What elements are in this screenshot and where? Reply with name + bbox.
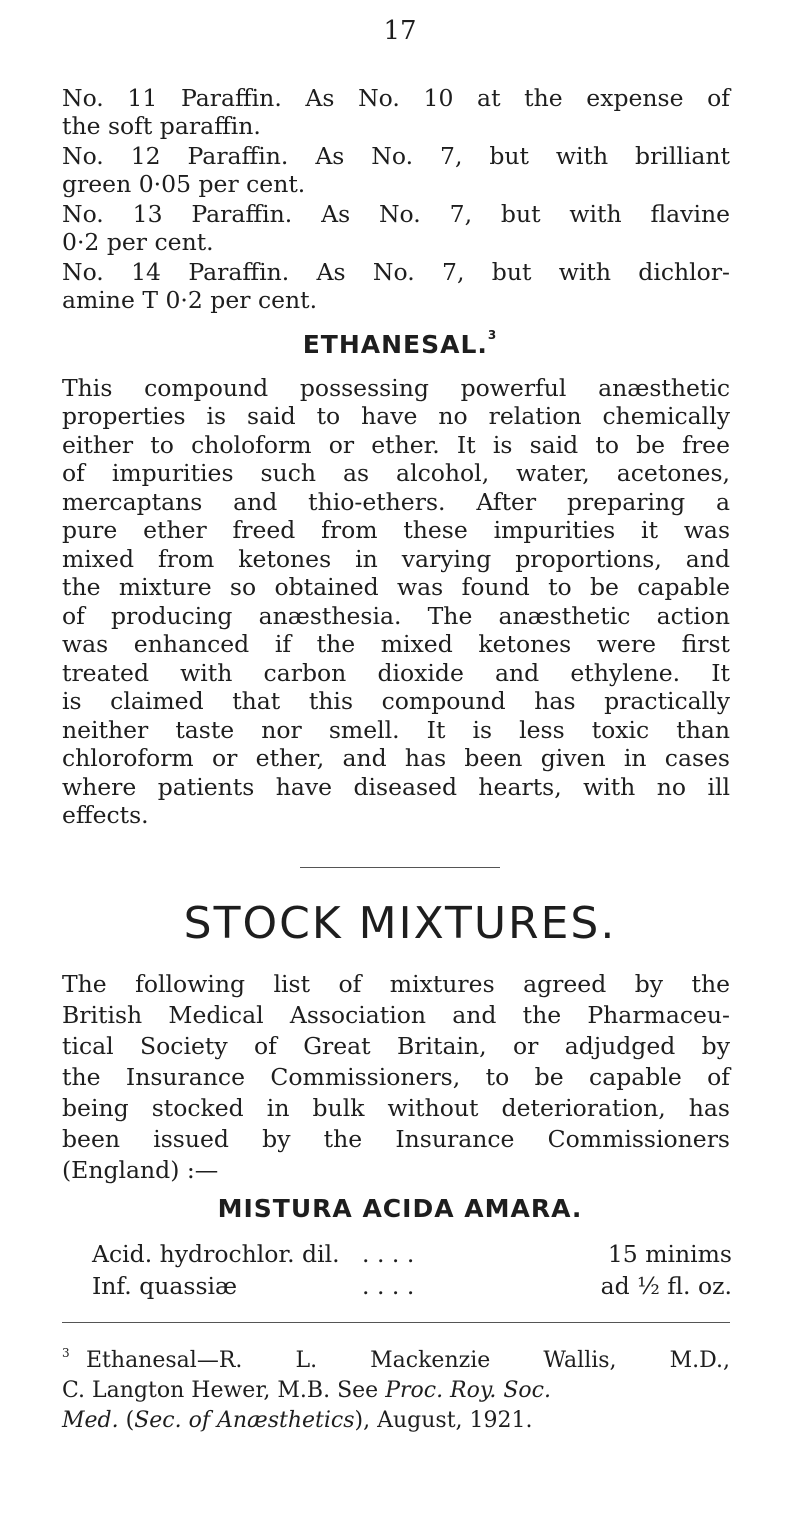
ethanesal-line: This compound possessing powerful anæsthetic — [62, 374, 730, 402]
recipe-ingredient: Acid. hydrochlor. dil. — [92, 1240, 340, 1268]
recipe-leader-dots: . . . . — [362, 1240, 415, 1268]
section-divider — [300, 867, 500, 868]
stock-line: (England) :— — [62, 1156, 219, 1184]
ethanesal-line: mixed from ketones in varying proportions, and — [62, 545, 730, 573]
ethanesal-line: neither taste nor smell. It is less toxic than — [62, 716, 730, 744]
footnote-paren-open: ( — [125, 1408, 135, 1433]
ethanesal-line: properties is said to have no relation chemically — [62, 402, 730, 430]
footnote-journal: Proc. Roy. Soc. — [385, 1378, 551, 1403]
stock-line: British Medical Association and the Pharmaceu- — [62, 1001, 730, 1029]
ethanesal-line: mercaptans and thio-ethers. After preparing a — [62, 488, 730, 516]
footnote-section: Sec. of Anæsthetics — [134, 1408, 355, 1433]
paraffin-12-line-2: green 0·05 per cent. — [62, 170, 306, 198]
ethanesal-line: is claimed that this compound has practically — [62, 687, 730, 715]
ethanesal-line: chloroform or ether, and has been given in cases — [62, 744, 730, 772]
stock-line: being stocked in bulk without deterioration, has — [62, 1094, 730, 1122]
footnote-line-2 — [62, 1378, 730, 1403]
page-number: 17 — [383, 16, 417, 46]
ethanesal-line: treated with carbon dioxide and ethylene. It — [62, 659, 730, 687]
footnote-date: ), August, 1921. — [354, 1408, 533, 1433]
ethanesal-heading-text: ETHANESAL. — [302, 330, 488, 359]
paraffin-12-line-1: No. 12 Paraffin. As No. 7, but with brilliant — [62, 142, 730, 170]
ethanesal-line: effects. — [62, 801, 149, 829]
ethanesal-line: of producing anæsthesia. The anæsthetic action — [62, 602, 730, 630]
stock-line: The following list of mixtures agreed by the — [62, 970, 730, 998]
stock-line: tical Society of Great Britain, or adjudged by — [62, 1032, 730, 1060]
footnote-divider — [62, 1322, 730, 1323]
mistura-heading: MISTURA ACIDA AMARA. — [217, 1194, 583, 1223]
ethanesal-line: pure ether freed from these impurities it was — [62, 516, 730, 544]
recipe-row — [92, 1240, 732, 1270]
recipe-quantity: 15 minims — [607, 1240, 732, 1268]
footnote-text-2: C. Langton Hewer, M.B. See — [62, 1378, 379, 1403]
stock-mixtures-heading: STOCK MIXTURES. — [183, 898, 617, 949]
recipe-quantity: ad ½ fl. oz. — [600, 1272, 732, 1300]
paraffin-11-line-1: No. 11 Paraffin. As No. 10 at the expense of — [62, 84, 730, 112]
ethanesal-line: of impurities such as alcohol, water, acetones, — [62, 459, 730, 487]
recipe-ingredient: Inf. quassiæ — [92, 1272, 238, 1300]
footnote-marker: 3 — [62, 1346, 70, 1360]
ethanesal-line: the mixture so obtained was found to be capable — [62, 573, 730, 601]
paraffin-14-line-2: amine T 0·2 per cent. — [62, 286, 318, 314]
footnote-ref: 3 — [487, 328, 498, 342]
ethanesal-line: where patients have diseased hearts, with no ill — [62, 773, 730, 801]
ethanesal-line: was enhanced if the mixed ketones were first — [62, 630, 730, 658]
footnote-text-1: Ethanesal—R. L. Mackenzie Wallis, M.D., — [86, 1348, 730, 1373]
recipe-row — [92, 1272, 732, 1302]
footnote-line-3 — [62, 1408, 730, 1433]
footnote-line-1 — [62, 1346, 730, 1373]
ethanesal-heading — [0, 330, 800, 359]
paraffin-13-line-1: No. 13 Paraffin. As No. 7, but with flavine — [62, 200, 730, 228]
stock-line: been issued by the Insurance Commissioners — [62, 1125, 730, 1153]
footnote-journal-cont: Med. — [62, 1408, 119, 1433]
paraffin-13-line-2: 0·2 per cent. — [62, 228, 214, 256]
ethanesal-line: either to choloform or ether. It is said to be free — [62, 431, 730, 459]
stock-line: the Insurance Commissioners, to be capable of — [62, 1063, 730, 1091]
recipe-leader-dots: . . . . — [362, 1272, 415, 1300]
paraffin-11-line-2: the soft paraffin. — [62, 112, 261, 140]
paraffin-14-line-1: No. 14 Paraffin. As No. 7, but with dichlor- — [62, 258, 730, 286]
